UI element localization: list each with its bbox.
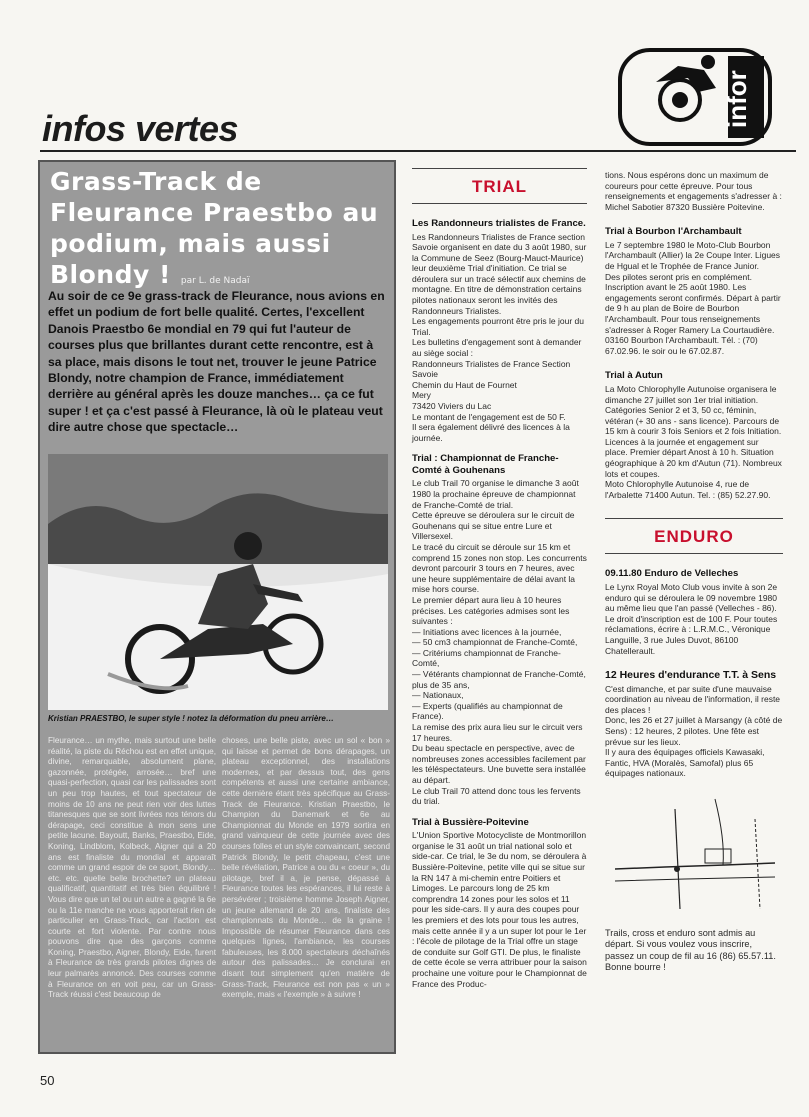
article-text: Le premier départ aura lieu à 10 heures précises. Les catégories admises sont les suivantes : — [412, 594, 570, 627]
article-text: Catégories Senior 2 et 3, 50 cc, féminin, vétéran (+ 30 ans - sans licence). Parcours de 15 km à courir 3 fois Seniors et 2 fois Initiation. Licences à la journée et engagement sur place. Premier départ Anost à 10 h. Situation géographique à 20 km d'Autun (71). Nombreux lots et coupes. — [605, 405, 782, 479]
article-text: tions. Nous espérons donc un maximum de coureurs pour cette épreuve. Pour tous renseignements et engagements s'adresser à : Michel Sabotier 87320 Bussière Poitevine. — [605, 170, 782, 212]
article-text: Trails, cross et enduro sont admis au départ. Si vous voulez vous inscrire, passez un coup de fil au 16 (86) 65.57.11. — [605, 927, 776, 961]
article-title: Trial à Bourbon l'Archambault — [605, 226, 742, 238]
article-text: Le montant de l'engagement est de 50 F. — [412, 411, 566, 422]
header-divider — [40, 150, 796, 152]
article-text: Le Lynx Royal Moto Club vous invite à son 2e enduro qui se déroulera le 09 novembre 1980 au même lieu que l'an passé (Velleches - 86). Le droit d'inscription est de 100 F. Pour toutes réclamations, écrire à : L.R.M.C., Véronique Languille, 3 rue Jules Duvot, 86100 Chatellerault. — [605, 581, 778, 656]
article-text: Il y aura des équipages officiels Kawasaki, Fantic, HVA (Moralès, Samofal) plus 65 équipages nationaux. — [605, 747, 765, 779]
article-title: Trial à Autun — [605, 370, 663, 382]
feature-photo — [48, 454, 388, 710]
article-text: Le club Trail 70 organise le dimanche 3 août 1980 la prochaine épreuve de championnat de Franche-Comté de trial. — [412, 478, 579, 510]
article-text: Cette épreuve se déroulera sur le circuit de Gouhenans qui se situe entre Lure et Villersexel. — [412, 510, 575, 542]
page-section-title: infos vertes — [42, 108, 239, 149]
page-number: 50 — [40, 1073, 55, 1088]
article-title: Les Randonneurs trialistes de France. — [412, 218, 586, 229]
trial-column — [412, 158, 587, 1058]
article-text: Le 7 septembre 1980 le Moto-Club Bourbon l'Archambault (Allier) la 2e Coupe Inter. Ligues de Hgual et le Trophée de France Junior. — [605, 239, 781, 272]
article-text: Les Randonneurs Trialistes de France section Savoie organisent en date du 3 août 1980, sur la Commune de Seez (Bourg-Mauct-Maurice) leur deuxième Trial d'initiation. Ce trial se déroulera sur un tracé sélectif aux chemins de montagne. En titre de démonstration certains pilotes nationaux seront les invités des Randonneurs Trialistes. — [412, 231, 587, 316]
address: Randonneurs Trialistes de France Section Savoie Chemin du Haut de Fournet Mery 73420 Viviers du Lac — [412, 358, 571, 411]
enduro-section-header: ENDURO — [605, 518, 783, 554]
article-text: Moto Chlorophylle Autunoise 4, rue de l'Arbalette 71400 Autun. Tel. : (85) 52.27.90. — [605, 479, 771, 500]
feature-title-text: Grass-Track de Fleurance Praestbo au podium, mais aussi Blondy ! — [50, 167, 379, 289]
article-text: Du beau spectacle en perspective, avec de nombreuses zones accessibles facilement par les téléspectateurs. Une buvette sera installée au départ. — [412, 743, 586, 785]
feature-intro: Au soir de ce 9e grass-track de Fleurance, nous avions en effet un podium de fort belle qualité. Certes, l'excellent Danois Praestbo 6e mondial en 79 qui fut l'auteur de courses plus que brillantes durant cette rencontre, est à sa place, mais disons le tout net, trouver le jeune Patrice Blondy, notre champion de France, immédiatement derrière au général après les douze manches… ça ce fut super ! et ça c'est passé à Fleurance, là où le plateau veut dire autre chose que spectacle… — [48, 289, 385, 435]
article-title: 09.11.80 Enduro de Velleches — [605, 568, 739, 580]
article-text: 03160 Bourbon l'Archambault. Tél. : (70) 67.02.96. le soir ou le 67.02.87. — [605, 335, 758, 356]
article-text: Les bulletins d'engagement sont à demander au siège social : — [412, 337, 582, 359]
location-map — [605, 789, 781, 915]
article-text: Bonne bourre ! — [605, 962, 666, 973]
infor-logo — [618, 48, 778, 148]
feature-body-right: choses, une belle piste, avec un sol « bon » qui laisse et permet de bons dérapages, un plateau exceptionnel, des installations modernes, et par dessus tout, des gens compétents et aussi une certaine ambiance, cette dernière étant très spécifique au Grass-Track de Fleurance. Kristian Praestbo, le Champion du Danemark et 6e au Championnat du Monde en 1979 sortira en grand vainqueur de cette journée avec des courses folles et un style convaincant, second Patrick Blondy, le petit chapeau, c'est une belle révélation, Patrice a ou du « coeur », du pilotage, bref il a, je pense, dépassé à Fleurance toutes les espérances, il lui reste à persévérer ; troisième homme Joseph Aigner, un jeune allemand de 20 ans, finaliste des championnats du Monde… de la graine ! Impossible de résumer Fleurance dans ces quelques lignes, l'ambiance, les courses fabuleuses, les 8.000 spectateurs déchaînés autour des palissades… Je conclurai en disant tout simplement qu'en matière de Grass-Track, Fleurance est non pas « un » exemple, mais « l'exemple » à suivre ! — [222, 736, 390, 1000]
article-text: Le tracé du circuit se déroule sur 15 km et comprend 15 zones non stop. Les concurrents devront parcourir 3 tours en 7 heures, avec une heure supplémentaire de délai avant la mise hors course. — [412, 541, 587, 595]
article-text: Donc, les 26 et 27 juillet à Marsangy (à côté de Sens) : 12 heures, 2 pilotes. Une fête est prévue sur les lieux. — [605, 715, 783, 747]
article-text: La Moto Chlorophylle Autunoise organisera le dimanche 27 juillet son 1er trial initiation. — [605, 383, 777, 405]
feature-body-left: Fleurance… un mythe, mais surtout une belle réalité, la piste du Réchou est en effet unique, divine, remarquable, absolument plane, gazonnée, protégée, arrosée… bref une quasi-perfection, quasi car les palissades sont un peu trop hautes, et tout spectateur de moins de 10 ans ne peut rien voir des luttes titanesques que se sont livrées nos ténors du dérapage, ceci constitue à mon sens une petite lacune. Bayoutt, Banks, Praestbo, Eide, Koning, Lindblom, Kolbeck, Aigner qui a 20 ans est finaliste du mondial et apparaît comme un grand espoir de ce sport, Blondy… etc. etc. quelle belle brochette? un plateau qualificatif, quantitatif et très bien équilibré ! Vous dire que un tel ou un autre a gagné la 6e ou la 11e manche ne vous apporterait rien de particulier en Grass-Track, car l'action est courte et fort violente. Par contre nous pouvons dire que des garçons comme Koning, Praestbo, Aigner, Blondy, Eide, furent à Fleurance de très grands pilotes dignes de leur palmarès annoncé. Des courses comme à Fleurance on en voit peu, car un Grass-Track réussi c'est beaucoup de — [48, 736, 216, 1000]
feature-article — [38, 160, 396, 1054]
feature-title — [50, 166, 390, 297]
article-title: Trial : Championnat de Franche-Comté à Gouhenans — [412, 453, 559, 476]
feature-byline: par L. de Nadaï — [180, 276, 250, 286]
logo-text: infor — [722, 70, 752, 128]
right-column — [605, 170, 783, 1060]
trial-section-header: TRIAL — [412, 168, 587, 204]
article-text: Il sera également délivré des licences à la journée. — [412, 422, 570, 443]
article-title: 12 Heures d'endurance T.T. à Sens — [605, 669, 777, 682]
article-text: C'est dimanche, et par suite d'une mauvaise coordination au niveau de l'information, il reste des places ! — [605, 683, 781, 715]
photo-caption: Kristian PRAESTBO, le super style ! notez la déformation du pneu arrière… — [48, 714, 334, 723]
article-text: L'Union Sportive Motocycliste de Montmorillon organise le 31 août un trial national solo et side-car. Ce trial, le 3e du nom, se déroulera à Bussière-Poitevine, petite ville qui se situe sur la RN 147 à mi-chemin entre Poitiers et Limoges. Le parcours long de 25 km comprendra 14 zones pour les solos et 11 pour les side-cars. Il y aura des coupes pour les premiers et des lots pour tous les autres, mais cette année il y a un super lot pour le 1er : l'école de pilotage de la Trial offre un stage de conduite sur Golf GTI. De plus, le finaliste de cette école se verra attribuer pour la saison prochaine une voiture pour le Championnat de France des Produc- — [412, 830, 587, 989]
article-text: Les engagements pourront être pris le jour du Trial. — [412, 316, 584, 337]
article-title: Trial à Bussière-Poitevine — [412, 816, 529, 828]
article-text: La remise des prix aura lieu sur le circuit vers 17 heures. — [412, 722, 583, 743]
category-list: — Initiations avec licences à la journée, — 50 cm3 championnat de Franche-Comté, — Critériums championnat de Franche-Comté, — Vétérants championnat de Franche-Comté, plus de 35 ans, — Nationaux, — Experts (qualifiés au championnat de France). — [412, 626, 586, 722]
article-text: Le club Trail 70 attend donc tous les fervents du trial. — [412, 785, 581, 807]
article-text: Des pilotes seront pris en complément. Inscription avant le 25 août 1980. Les engagements seront confirmés. Départ à partir de 9 h au plan de Boire de Bourbon l'Archambault. Pour tous renseignements s'adresser à Roger Ramery La Courtaudière. — [605, 271, 781, 335]
